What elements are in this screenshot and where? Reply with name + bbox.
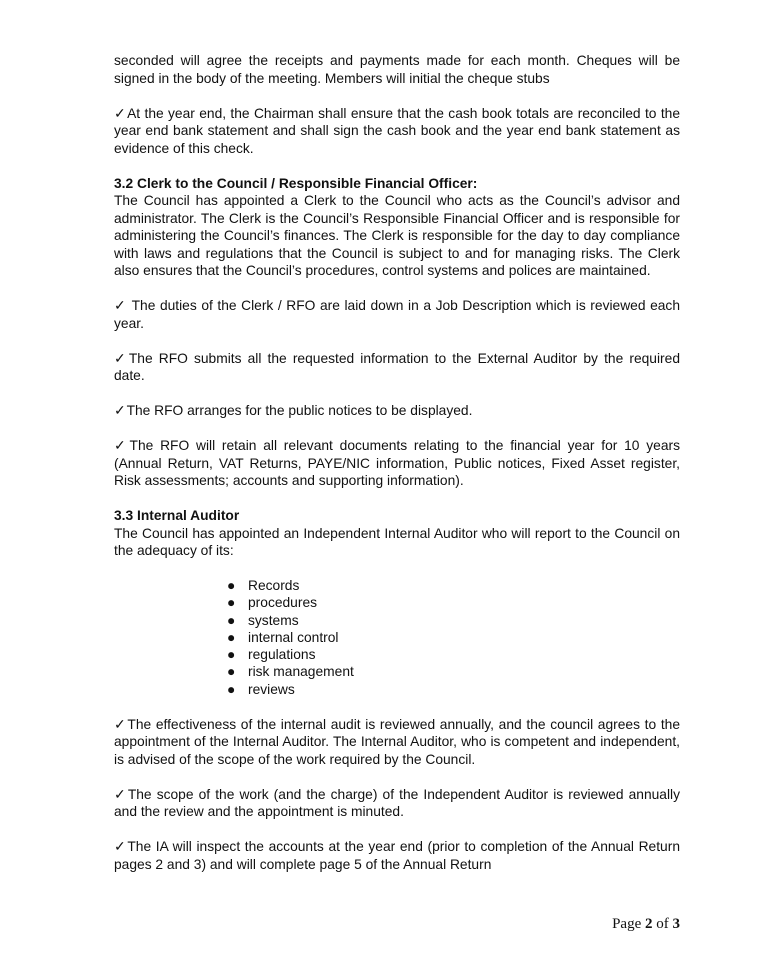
check-item-effectiveness: [114, 716, 680, 769]
check-icon: ✓: [114, 298, 127, 313]
check-item-duties: [114, 297, 680, 332]
list-item: ● risk management: [227, 664, 354, 680]
document-page: [114, 52, 680, 891]
check-item-public-notices: [114, 402, 680, 420]
section-heading-3-3: 3.3 Internal Auditor: [114, 508, 240, 523]
check-icon: ✓: [114, 716, 127, 732]
check-item-text: The IA will inspect the accounts at the year end (prior to completion of the Annual Return pages 2 and 3) and will complete page 5 of the Annual Return: [114, 839, 680, 872]
bullet-icon: ●: [227, 647, 236, 663]
check-icon: ✓: [114, 839, 127, 855]
check-item-retain-documents: [114, 437, 680, 490]
section-heading-3-2: 3.2 Clerk to the Council / Responsible Financial Officer:: [114, 175, 478, 191]
bullet-icon: ●: [227, 612, 236, 628]
page-footer: [612, 916, 680, 933]
list-item: ● reviews: [227, 681, 295, 697]
check-icon: ✓: [114, 350, 128, 366]
check-item-text: The RFO arranges for the public notices to be displayed.: [126, 403, 473, 418]
bullet-icon: ●: [227, 595, 236, 611]
adequacy-list: [114, 577, 680, 698]
bullet-icon: ●: [227, 578, 236, 593]
check-item-year-end: [114, 105, 680, 158]
bullet-icon: ●: [227, 629, 236, 645]
bullet-icon: ●: [227, 681, 236, 697]
check-item-text: At the year end, the Chairman shall ensure that the cash book totals are reconciled to the year end bank statement and shall sign the cash book and the year end bank statement as evidence of this check.: [114, 105, 680, 156]
list-item: ● internal control: [227, 629, 339, 645]
list-item: ● systems: [227, 612, 299, 628]
page-of-label: of: [652, 916, 673, 932]
check-item-text: The effectiveness of the internal audit is reviewed annually, and the council agrees to the appointment of the Internal Auditor. The Internal Auditor, who is competent and independent, is advised of the scope of the work required by the Council.: [114, 716, 681, 767]
total-pages-number: 3: [672, 916, 680, 932]
section-3-3-intro: The Council has appointed an Independent Internal Auditor who will report to the Council on the adequacy of its:: [114, 525, 680, 558]
check-icon: ✓: [114, 403, 126, 418]
check-icon: ✓: [114, 105, 127, 121]
check-icon: ✓: [114, 786, 127, 802]
current-page-number: 2: [645, 916, 653, 932]
check-item-ia-inspect: [114, 838, 680, 873]
check-item-text: The duties of the Clerk / RFO are laid down in a Job Description which is reviewed each year.: [114, 298, 680, 331]
section-3-2-intro: The Council has appointed a Clerk to the Council who acts as the Council’s advisor and administrator. The Clerk is the Council’s Responsible Financial Officer and is responsible for administering the Council’s finances. The Clerk is responsible for the day to day compliance with laws and regulations that the Council is subject to and for managing risks. The Clerk also ensures that the Council’s procedures, control systems and polices are maintained.: [114, 193, 680, 278]
list-item: ● Records: [227, 578, 300, 593]
check-icon: ✓: [114, 438, 129, 453]
check-item-text: The RFO submits all the requested information to the External Auditor by the required date.: [114, 350, 680, 383]
bullet-icon: ●: [227, 664, 236, 680]
page-label: Page: [612, 916, 645, 932]
check-item-text: The scope of the work (and the charge) of the Independent Auditor is reviewed annually and the review and the appointment is minuted.: [114, 786, 680, 820]
check-item-rfo-submits: [114, 350, 680, 385]
check-item-scope: [114, 786, 680, 821]
check-item-text: The RFO will retain all relevant documents relating to the financial year for 10 years (Annual Return, VAT Returns, PAYE/NIC information, Public notices, Fixed Asset register, Risk assessments; accounts and supporting information).: [114, 438, 680, 488]
paragraph-seconded: seconded will agree the receipts and payments made for each month. Cheques will be signed in the body of the meeting. Members will initial the cheque stubs: [114, 53, 680, 86]
list-item: ● procedures: [227, 595, 318, 611]
list-item: ● regulations: [227, 647, 316, 663]
